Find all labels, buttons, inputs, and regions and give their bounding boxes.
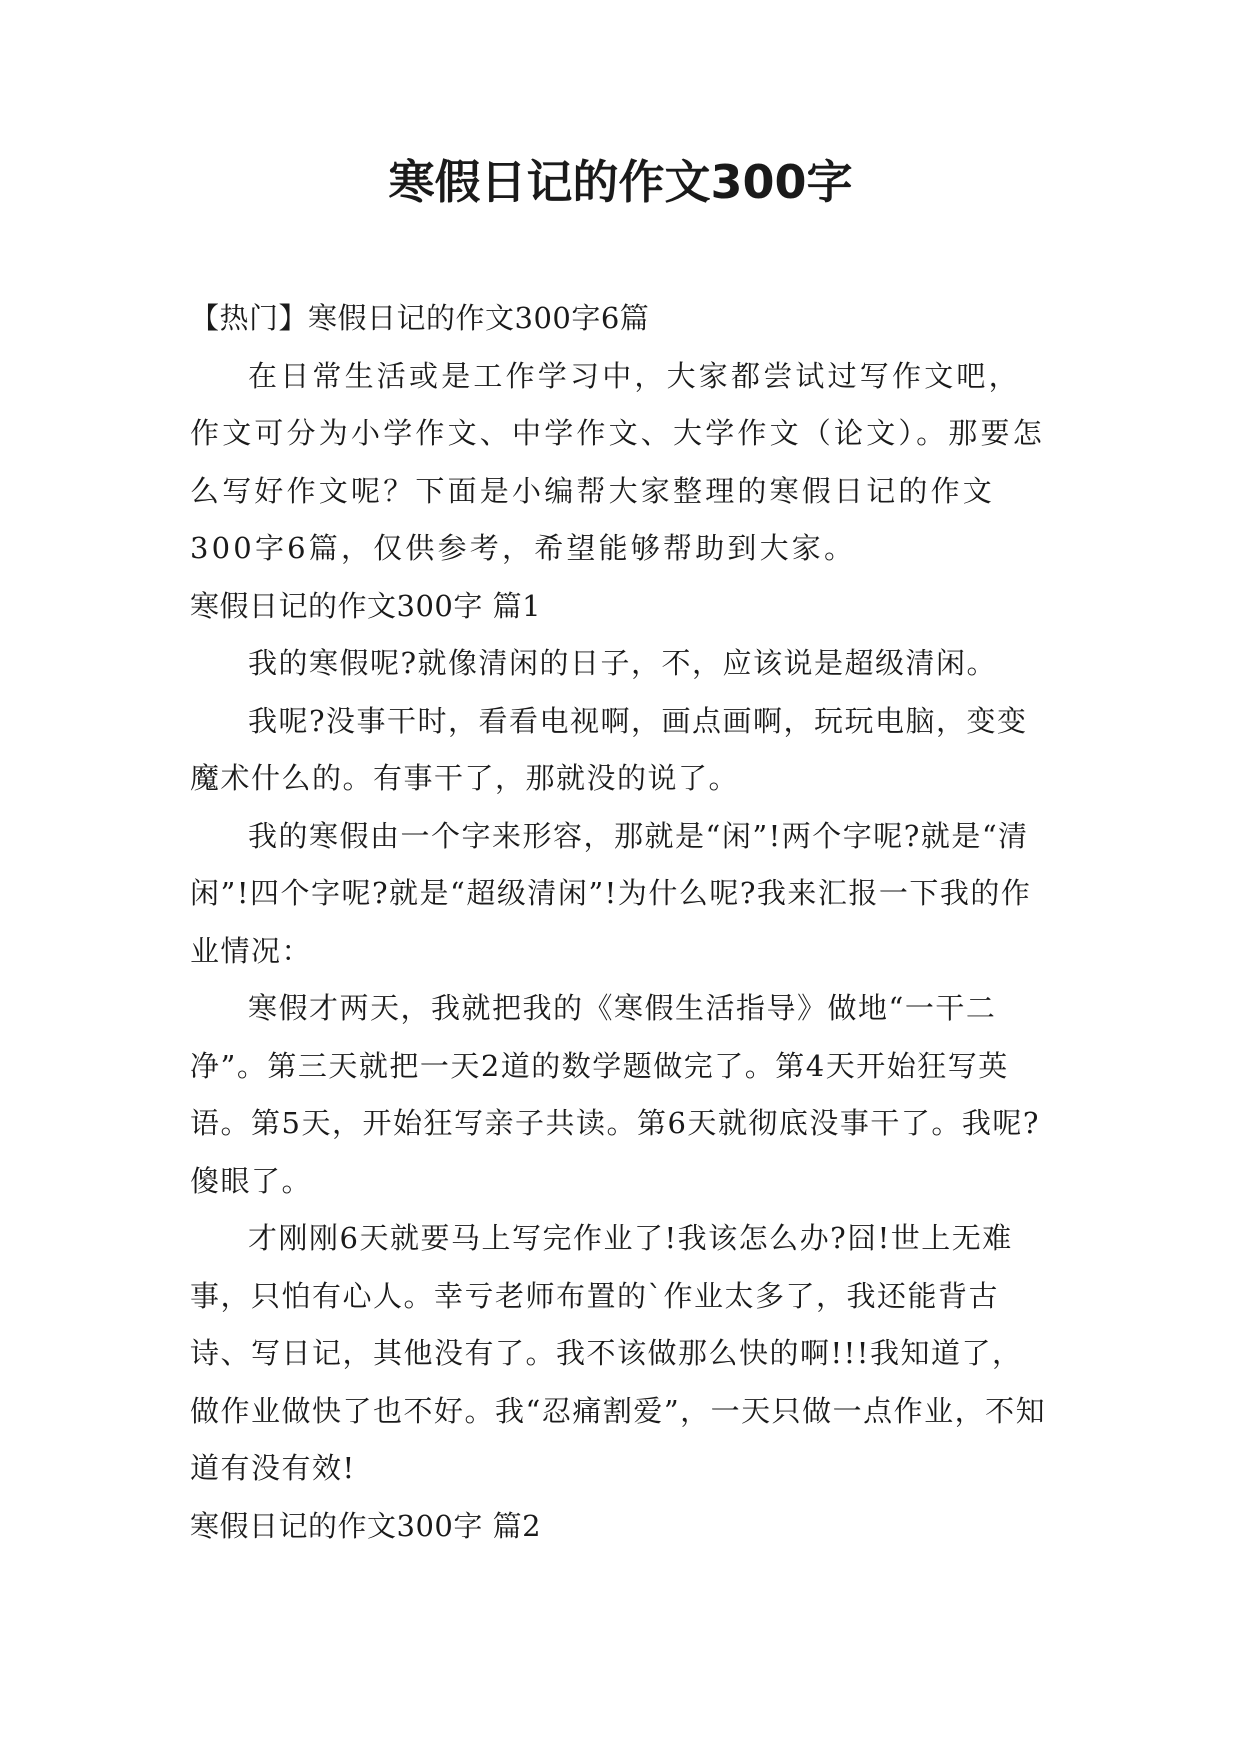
section1-paragraph-5: 才刚刚6天就要马上写完作业了!我该怎么办?囧!世上无难事，只怕有心人。幸亏老师布置的`作业太多了，我还能背古诗、写日记，其他没有了。我不该做那么快的啊!!!我知道了，做作业做快了也不好。我“忍痛割爱”，一天只做一点作业，不知道有没有效!: [190, 1221, 1047, 1485]
document-body: [190, 290, 1050, 1555]
section1-paragraph-3: 我的寒假由一个字来形容，那就是“闲”!两个字呢?就是“清闲”!四个字呢?就是“超级清闲”!为什么呢?我来汇报一下我的作业情况：: [190, 818, 1032, 968]
section1-paragraph-1: 我的寒假呢?就像清闲的日子，不，应该说是超级清闲。: [248, 646, 998, 680]
section1-paragraph-2: 我呢?没事干时，看看电视啊，画点画啊，玩玩电脑，变变魔术什么的。有事干了，那就没的说了。: [190, 703, 1028, 795]
section-heading-1: 寒假日记的作文300字 篇1: [190, 588, 542, 623]
section1-paragraph-4: 寒假才两天，我就把我的《寒假生活指导》做地“一干二净”。第三天就把一天2道的数学题做完了。第4天开始狂写英语。第5天，开始狂写亲子共读。第6天就彻底没事干了。我呢?傻眼了。: [190, 991, 1040, 1198]
document-title: 寒假日记的作文300字: [388, 155, 853, 209]
article-subtitle: 【热门】寒假日记的作文300字6篇: [190, 301, 650, 335]
intro-paragraph: 在日常生活或是工作学习中，大家都尝试过写作文吧，作文可分为小学作文、中学作文、大学作文（论文）。那要怎么写好作文呢？下面是小编帮大家整理的寒假日记的作文300字6篇，仅供参考，希望能够帮助到大家。: [190, 358, 1045, 565]
section-heading-2: 寒假日记的作文300字 篇2: [190, 1508, 542, 1543]
